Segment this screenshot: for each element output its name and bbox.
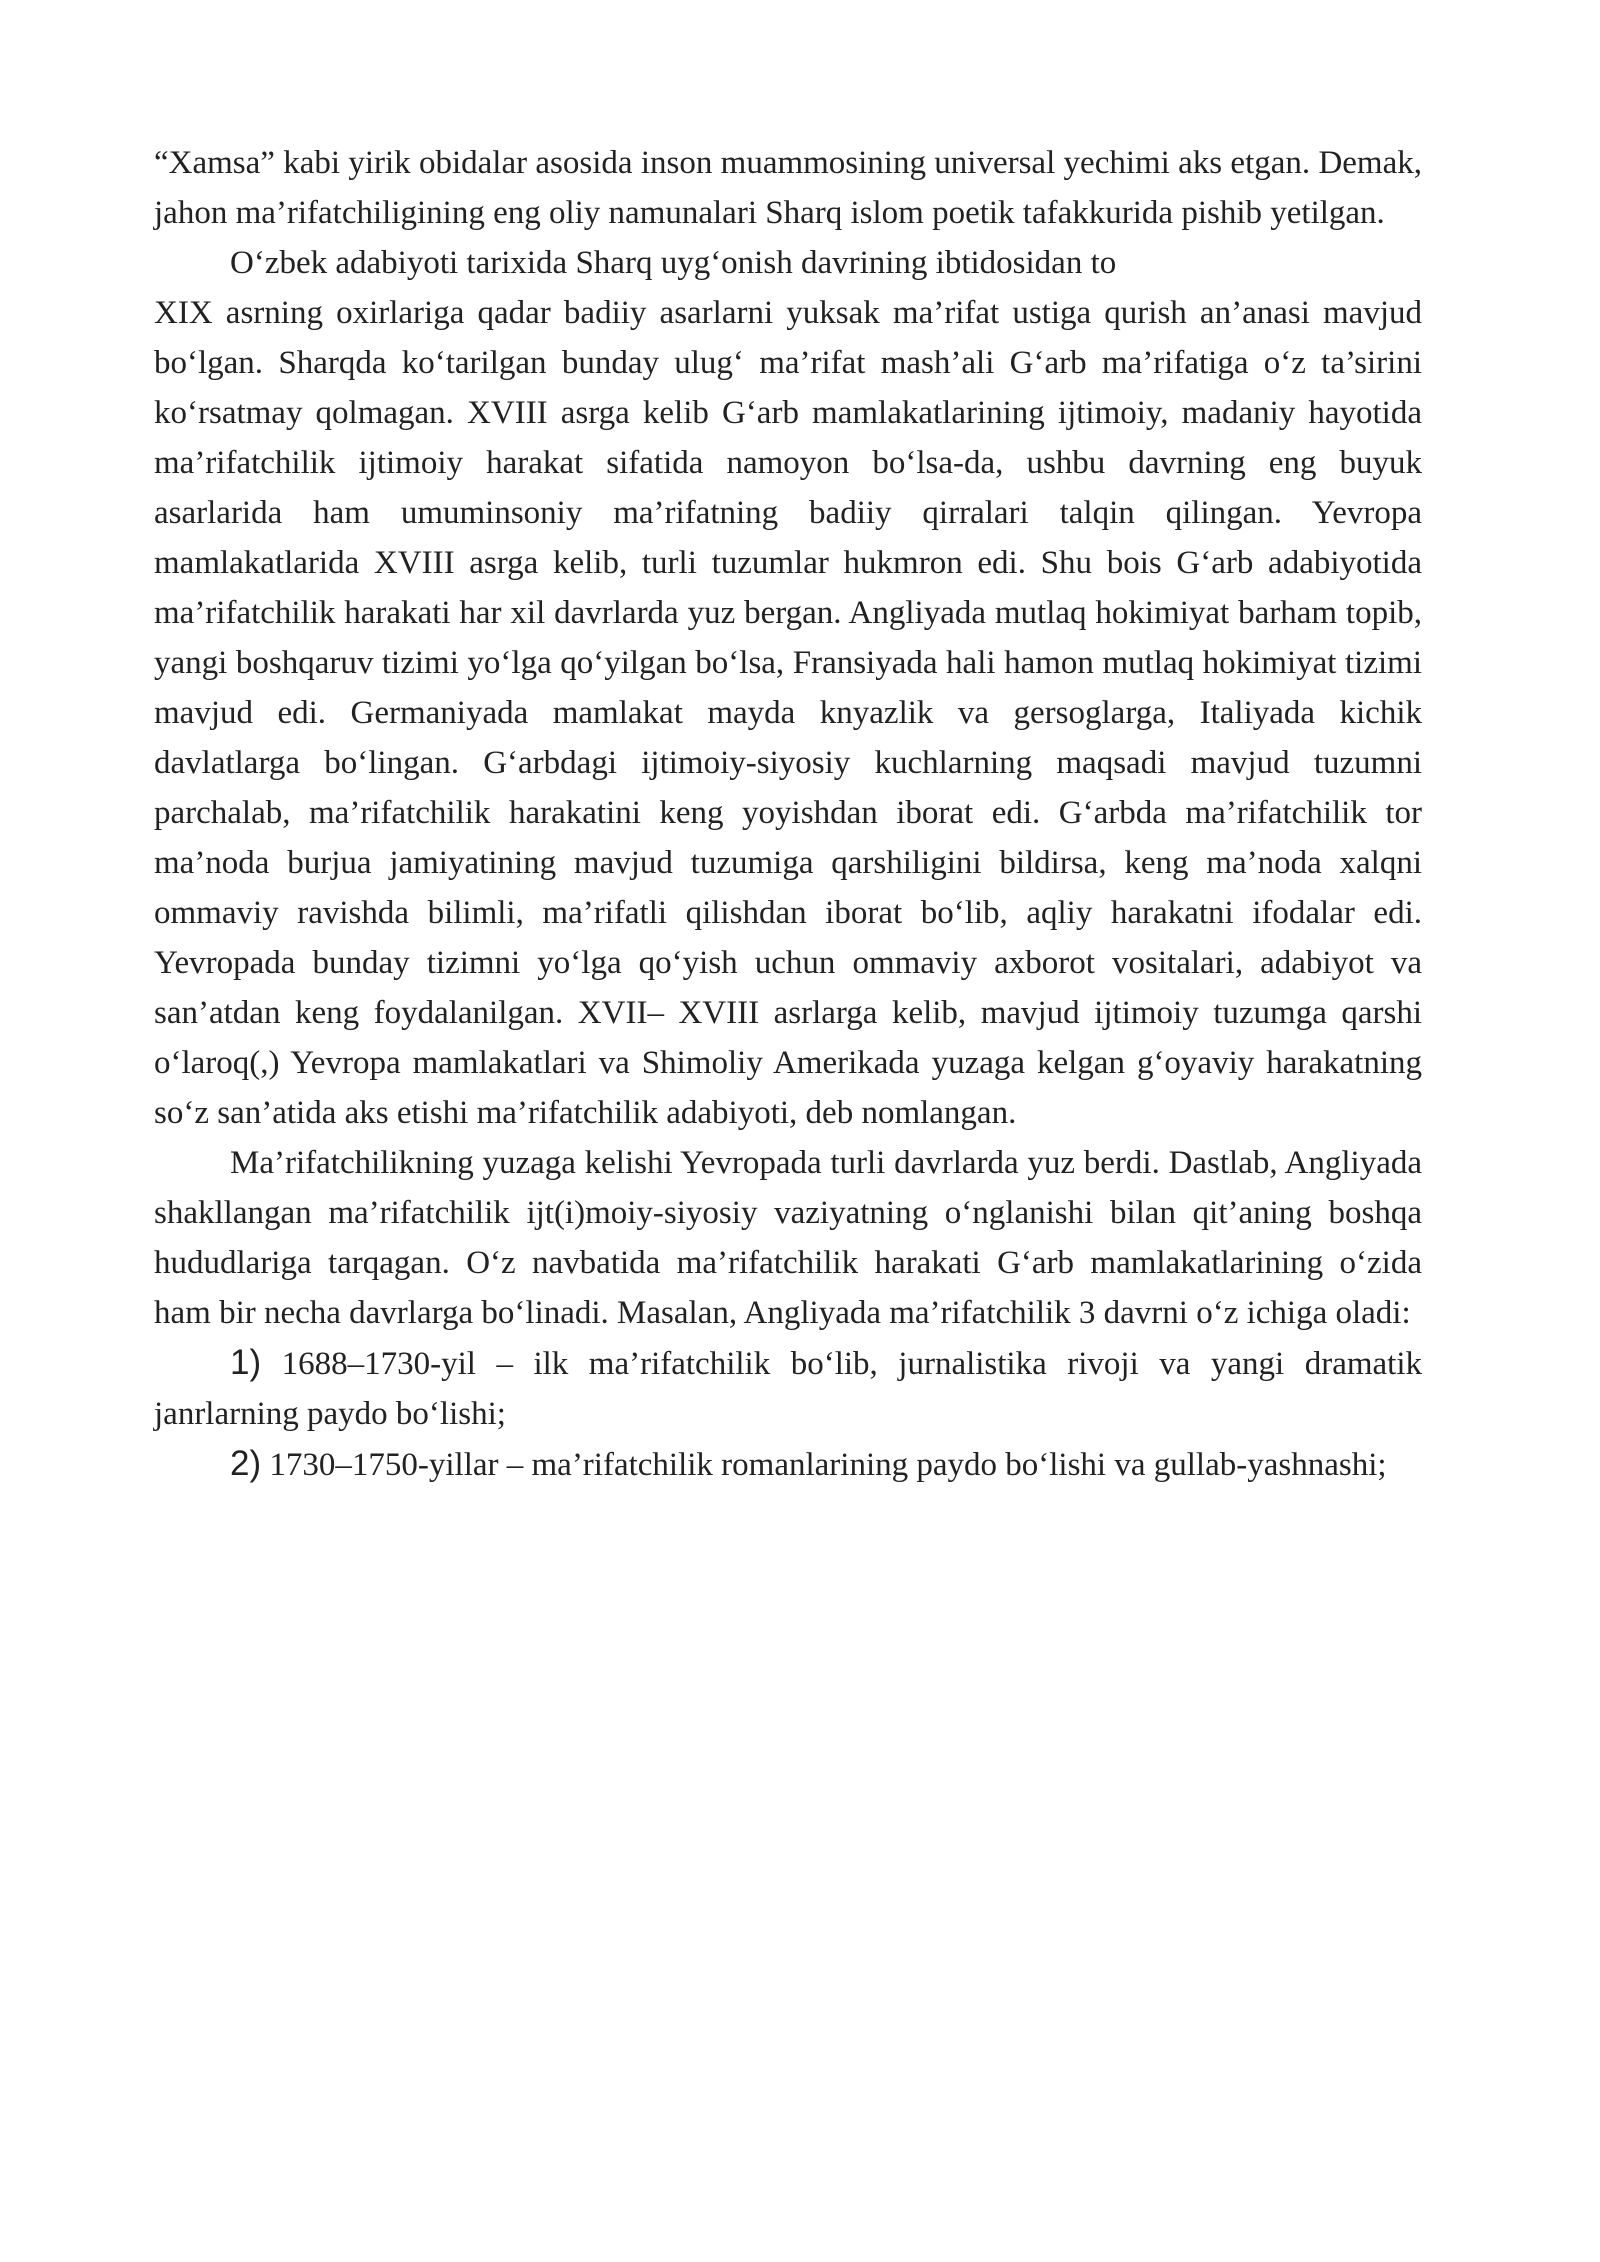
paragraph-uzbek-literature <box>154 238 1422 1138</box>
paragraph-continuation: “Xamsa” kabi yirik obidalar asosida inson muammosining universal yechimi aks etgan. Demak, jahon ma’rifatchiligining eng oliy namunalari Sharq islom poetik tafakkurida pishib yetilgan. <box>154 145 1422 231</box>
list-item-text: 1688–1730-yil – ilk ma’rifatchilik bo‘lib, jurnalistika rivoji va yangi dramatik janrlarning paydo bo‘lishi; <box>154 1346 1422 1432</box>
list-item-number: 2) <box>230 1444 262 1483</box>
paragraph-body: XIX asrning oxirlariga qadar badiiy asarlarni yuksak ma’rifat ustiga qurish an’anasi mavjud bo‘lgan. Sharqda ko‘tarilgan bunday ulug‘ ma’rifat mash’ali G‘arb ma’rifatiga o‘z ta’sirini ko‘rsatmay qolmagan. XVIII asrga kelib G‘arb mamlakatlarining ijtimoiy, madaniy hayotida ma’rifatchilik ijtimoiy harakat sifatida namoyon bo‘lsa-da, ushbu davrning eng buyuk asarlarida ham umuminsoniy ma’rifatning badiiy qirralari talqin qilingan. Yevropa mamlakatlarida XVIII asrga kelib, turli tuzumlar hukmron edi. Shu bois G‘arb adabiyotida ma’rifatchilik harakati har xil davrlarda yuz bergan. Angliyada mutlaq hokimiyat barham topib, yangi boshqaruv tizimi yo‘lga qo‘yilgan bo‘lsa, Fransiyada hali hamon mutlaq hokimiyat tizimi mavjud edi. Germaniyada mamlakat mayda knyazlik va gersoglarga, Italiyada kichik davlatlarga bo‘lingan. G‘arbdagi ijtimoiy-siyosiy kuchlarning maqsadi mavjud tuzumni parchalab, ma’rifatchilik harakatini keng yoyishdan iborat edi. G‘arbda ma’rifatchilik tor ma’noda burjua jamiyatining mavjud tuzumiga qarshiligini bildirsa, keng ma’noda xalqni ommaviy ravishda bilimli, ma’rifatli qilishdan iborat bo‘lib, aqliy harakatni ifodalar edi. Yevropada bunday tizimni yo‘lga qo‘yish uchun ommaviy axborot vositalari, adabiyot va san’atdan keng foydalanilgan. XVII– XVIII asrlarga kelib, mavjud ijtimoiy tuzumga qarshi o‘laroq(,) Yevropa mamlakatlari va Shimoliy Amerikada yuzaga kelgan g‘oyaviy harakatning so‘z san’atida aks etishi ma’rifatchilik adabiyoti, deb nomlangan. <box>154 295 1422 1131</box>
list-item-text: 1730–1750-yillar – ma’rifatchilik romanlarining paydo bo‘lishi va gullab-yashnashi; <box>269 1447 1387 1483</box>
list-item <box>154 1338 1422 1439</box>
paragraph-enlightenment-origin: Ma’rifatchilikning yuzaga kelishi Yevropada turli davrlarda yuz berdi. Dastlab, Angliyada shakllangan ma’rifatchilik ijt(i)moiy-siyosiy vaziyatning o‘nglanishi bilan qit’aning boshqa hududlariga tarqagan. O‘z navbatida ma’rifatchilik harakati G‘arb mamlakatlarining o‘zida ham bir necha davrlarga bo‘linadi. Masalan, Angliyada ma’rifatchilik 3 davrni o‘z ichiga oladi: <box>154 1145 1422 1331</box>
paragraph-first-line: O‘zbek adabiyoti tarixida Sharq uyg‘onish davrining ibtidosidan to <box>230 245 1117 281</box>
list-item <box>154 1439 1422 1490</box>
list-item-number: 1) <box>230 1343 262 1382</box>
document-page <box>154 138 1422 1490</box>
